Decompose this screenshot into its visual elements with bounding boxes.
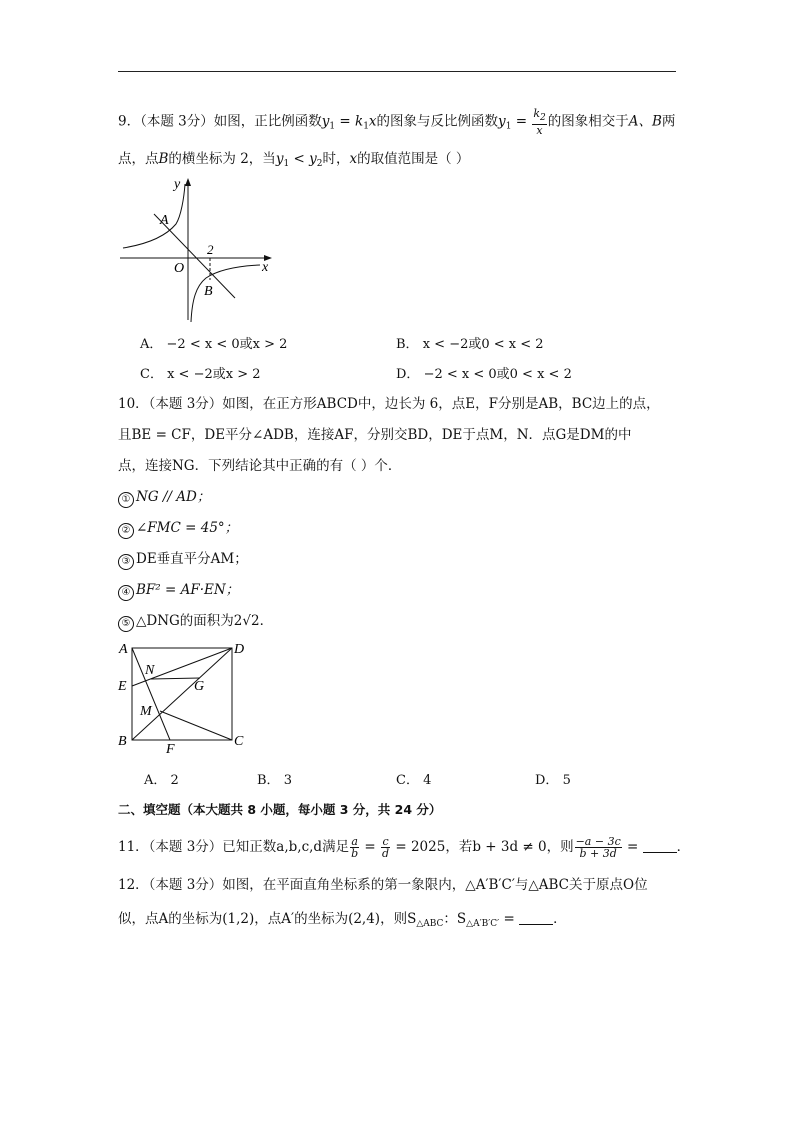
graph-label-y: y: [174, 177, 181, 192]
fig-label-B: B: [118, 734, 127, 749]
q10-item-3: ③ DE垂直平分AM；: [118, 550, 248, 570]
fig-label-N: N: [145, 663, 155, 678]
fig-label-D: D: [234, 642, 245, 657]
q10-option-c: C． 4: [396, 773, 432, 788]
q12-line1: 12．（本题 3分）如图，在平面直角坐标系的第一象限内，△A′B′C′与△ABC关于原点O位: [118, 877, 648, 893]
q10-item-5: ⑤ △DNG的面积为2√2．: [118, 612, 273, 632]
q11-line: 11．（本题 3分）已知正数a,b,c,d满足 $\frac{a}{b}$ = $\frac{c}{d}$ = 2025，若b + 3d ≠ 0，则 $\frac{-a - 3c}{b + 3d}$ = ．: [118, 835, 691, 860]
q10-line1: 10．（本题 3分）如图，在正方形ABCD中，边长为 6，点E，F分别是AB，BC边上的点，: [118, 396, 660, 412]
q11-answer-blank[interactable]: [643, 840, 677, 853]
q10-option-b: B． 3: [257, 773, 292, 788]
header-rule: [118, 71, 676, 72]
q9-option-a: A． −2 < x < 0或x > 2: [140, 337, 288, 352]
q9-option-b: B． x < −2或0 < x < 2: [396, 337, 544, 352]
q10-item-2: ② ∠FMC = 45°；: [118, 519, 238, 539]
fig-label-M: M: [140, 704, 152, 719]
q10-item-4: ④ BF² = AF·EN；: [118, 581, 239, 601]
fig-label-F: F: [166, 742, 175, 756]
q9-option-d: D． −2 < x < 0或0 < x < 2: [396, 367, 572, 382]
q9-line1: 9．（本题 3分）如图，正比例函数$y_1 = k_1x$的图象与反比例函数$y_1$ = $\frac{k_2}{x}$ 的图象相交于A、B两: [118, 107, 676, 137]
q10-option-d: D． 5: [535, 773, 571, 788]
fig-label-C: C: [234, 734, 244, 749]
graph-label-2: 2: [207, 242, 214, 257]
fig-label-G: G: [194, 679, 205, 694]
q9-line2: 点，点B的横坐标为 2，当$y_1 < y_2$时，x的取值范围是（ ）: [118, 151, 470, 169]
q10-line3: 点，连接NG．下列结论其中正确的有（ ）个．: [118, 458, 402, 474]
q9-function-graph: [118, 174, 278, 324]
graph-label-B: B: [204, 284, 213, 299]
q12-answer-blank[interactable]: [519, 912, 553, 925]
section-2-heading: 二、填空题（本大题共 8 小题，每小题 3 分，共 24 分）: [118, 802, 442, 817]
q10-option-a: A． 2: [144, 773, 179, 788]
graph-label-A: A: [160, 213, 169, 228]
fig-label-E: E: [118, 679, 127, 694]
q10-item-1: ① NG // AD；: [118, 488, 210, 508]
q10-line2: 且BE = CF，DE平分∠ADB，连接AF，分别交BD，DE于点M，N．点G是DM的中: [118, 427, 632, 443]
graph-label-O: O: [174, 261, 185, 276]
fig-label-A: A: [119, 642, 128, 657]
q10-square-figure: [114, 636, 254, 756]
q9-option-c: C． x < −2或x > 2: [140, 367, 261, 382]
q12-line2: 似，点A的坐标为(1,2)，点A′的坐标为(2,4)，则$S_{\triangle ABC}$：$S_{\triangle A'B'C'}$ = ．: [118, 911, 567, 929]
graph-label-x: x: [262, 260, 269, 275]
